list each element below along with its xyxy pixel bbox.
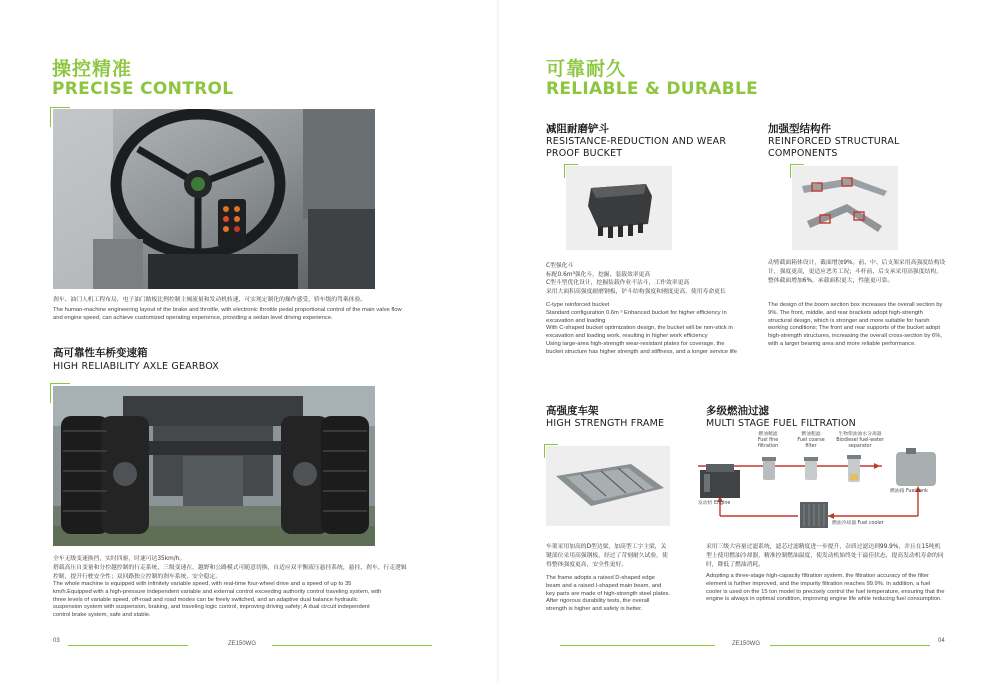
tank-label-zh: 燃油箱 <box>890 489 905 494</box>
separator-label <box>832 432 888 450</box>
separator-label-en: Biodiesel fuel-water separator <box>836 438 884 449</box>
model-label: ZE150WG <box>732 641 761 647</box>
fuel-coarse-label <box>796 432 826 450</box>
boom-arm-image <box>792 166 898 250</box>
bucket-body-en: C-type reinforced bucket Standard configuration 0.6m ³ Enhanced bucket for higher efficiency in excavation and loading With C-shaped bucket optimization design, the bucket will be non-stick in excavation and loading work, resulting in higher work efficiency Using large-area high-strength wear-resistant plates for coverage, the bucket structure has higher strength and stiffness, and a longer service life <box>546 302 737 355</box>
axle-body-zh: 全车无级变速换挡，实时四驱，时速可达35km/h。 搭载高压自变量和分控越控制的行走系统、三级变速在，越野和公路模式可随意切换，自适应双平衡液压悬挂系统，悬挂、刹车、行走逻辑控制，提升行驶安全性；双回路独立控制的刹车系统，安全稳定。 <box>53 556 407 580</box>
right-page <box>500 0 1000 683</box>
fuel-body-zh: 采用三级大容量过滤系统，滤芯过滤精度进一步提升，杂质过滤达到99.9%，并且在15吨机型上使用燃油冷却器，精准控制燃油温度，使发动机始终处于最佳状态，提高发动机寿命的同时，降低了燃油消耗。 <box>706 544 944 568</box>
engine-label <box>698 501 746 507</box>
axle-title-en: HIGH RELIABILITY AXLE GEARBOX <box>53 361 220 372</box>
bucket-title-zh: 减阻耐磨铲斗 <box>546 123 609 135</box>
fuel-fine-label-en: Fuel fine filtration <box>757 438 779 449</box>
tank-label <box>890 489 940 495</box>
structure-title-en-1: REINFORCED STRUCTURAL <box>768 136 900 147</box>
separator-label-zh: 生物柴油油水分离器 <box>838 432 882 437</box>
structure-body-zh: 动臂截面箱体设计，截面增加9%。前、中、后支架采用高强度结构设计，强度更高，更适应恶劣工况；斗杆前、后支承采用高强度结构，整体截面增加6%，承载面积更大，性能更可靠。 <box>768 260 946 284</box>
fuel-fine-label-zh: 燃油精滤 <box>758 432 778 437</box>
structure-title-zh: 加强型结构件 <box>768 123 831 135</box>
cooler-label-zh: 燃油冷却器 <box>832 521 856 526</box>
axle-title-zh: 高可靠性车桥变速箱 <box>53 347 148 359</box>
left-title-en: PRECISE CONTROL <box>52 79 234 99</box>
engine-label-en: Engine <box>713 501 731 506</box>
bucket-image <box>566 166 672 250</box>
axle-gearbox-photo <box>53 386 375 546</box>
structure-title-en-2: COMPONENTS <box>768 148 838 159</box>
fuel-title-en: MULTI STAGE FUEL FILTRATION <box>706 418 856 429</box>
cooler-label-en: Fuel cooler <box>857 521 884 526</box>
frame-image <box>546 446 670 526</box>
tank-label-en: Fuel tank <box>905 489 928 494</box>
page-number: 04 <box>938 638 945 644</box>
bucket-title-en-2: PROOF BUCKET <box>546 148 623 159</box>
footer-rule <box>272 645 432 646</box>
fuel-title-zh: 多级燃油过滤 <box>706 405 769 417</box>
left-title-zh: 操控精准 <box>52 58 133 80</box>
fuel-coarse-label-zh: 燃油粗滤 <box>801 432 821 437</box>
footer-rule <box>770 645 930 646</box>
bucket-title-en-1: RESISTANCE-REDUCTION AND WEAR <box>546 136 727 147</box>
cab-caption-zh: 刹车、油门人机工程布局，电子油门踏板比例控制主阀流量和发动机转速，可实现定制化的操作感受，轿车级的驾乘体验。 <box>53 297 367 303</box>
footer-rule <box>560 645 715 646</box>
footer-rule <box>68 645 188 646</box>
fuel-fine-label <box>754 432 782 450</box>
fuel-coarse-label-en: Fuel coarse filter <box>797 438 825 449</box>
right-title-zh: 可靠耐久 <box>546 58 627 80</box>
frame-title-en: HIGH STRENGTH FRAME <box>546 418 665 429</box>
structure-body-en: The design of the boom section box increases the overall section by 9%. The front, middle, and rear brackets adopt high-strength structural design, which is stronger and more suitable for harsh working conditions; The front and rear supports of the bucket adopt high-strength structures, increasing the overall cross-section by 6%, with a larger bearing area and more reliable performance. <box>768 302 943 347</box>
page-number: 03 <box>53 638 60 644</box>
frame-body-en: The frame adopts a raised D-shaped edge beam and a raised I-shaped main beam, and key parts are made of high-strength steel plates. After rigorous durability tests, the overall strength is higher and safety is better. <box>546 575 671 613</box>
bucket-body-zh: C型强化斗 标配0.6m³强化斗，挖掘、装载效率更高 C型斗型优化设计，挖掘装载作业不沾斗，工作效率更高 采用大面积高强度耐磨钢板，铲斗结构强度和刚度更高，使用寿命更长 <box>546 263 726 295</box>
frame-body-zh: 车架采用加高的D型边梁，加高型工字主梁，关键部位采用高强钢板，经过了苛刻耐久试验，使得整体强度更高，安全性更好。 <box>546 544 668 568</box>
model-label: ZE150WG <box>228 641 257 647</box>
cooler-label <box>832 521 892 527</box>
frame-title-zh: 高强度车架 <box>546 405 599 417</box>
right-title-en: RELIABLE & DURABLE <box>546 79 759 99</box>
engine-label-zh: 发动机 <box>698 501 713 506</box>
axle-body-en: The whole machine is equipped with infinitely variable speed, with real-time four-wheel drive and a speed of up to 35 km/h.Equipped with a high-pressure independent variable and external control exceeding authority control traveling system, with three levels of variable speed, off-road and road modes can be freely switched, and an adaptive dual balance hydraulic suspension system with suspension, braking, and traveling logic control, improving driving safety; A dual circuit independent control brake system, safe and stable. <box>53 581 382 619</box>
fuel-body-en: Adopting a three-stage high-capacity filtration system, the filtration accuracy of the filter element is further improved, and the impurity filtration reaches 99.9%. In addition, a fuel cooler is used on the 15 ton model to precisely control the fuel temperature, ensuring that the engine is always in optimal condition, improving engine life while reducing fuel consumption. <box>706 573 945 603</box>
cab-caption-en: The human-machine engineering layout of the brake and throttle, with electronic throttle pedal proportional control of the main valve flow and engine speed, can achieve customized operating experience, providing a sedan level driving experience. <box>53 307 402 321</box>
cab-steering-photo <box>53 109 375 289</box>
